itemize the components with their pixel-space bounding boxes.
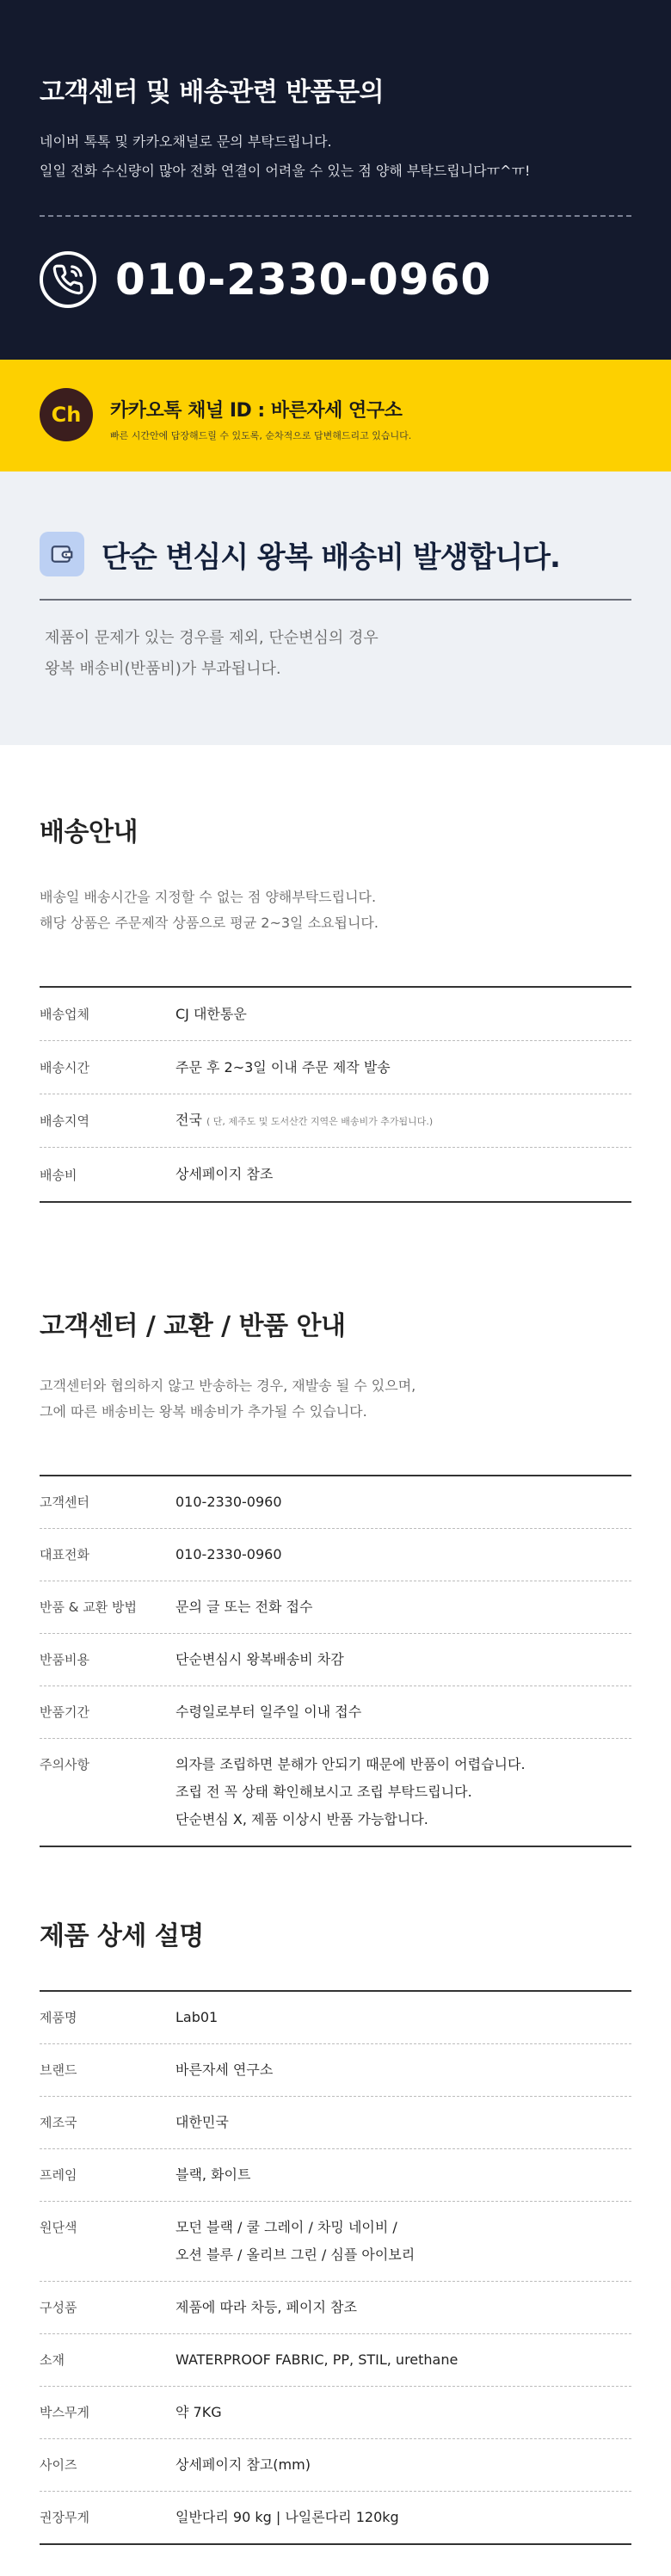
row-value <box>175 1646 344 1673</box>
table-row <box>40 1148 631 1201</box>
row-label: 브랜드 <box>40 2062 77 2078</box>
table-row <box>40 2149 631 2202</box>
row-value-line: 의자를 조립하면 분해가 안되기 때문에 반품이 어렵습니다. <box>175 1756 526 1772</box>
row-value: 주문 후 2~3일 이내 주문 제작 발송 <box>175 1058 391 1075</box>
row-label: 반품비용 <box>40 1652 89 1667</box>
dashed-divider <box>40 215 631 217</box>
product-table <box>40 1990 631 2545</box>
page-title: 고객센터 및 배송관련 반품문의 <box>40 77 385 108</box>
row-label: 주의사항 <box>40 1757 89 1772</box>
row-value <box>175 2294 357 2321</box>
row-value <box>175 1541 282 1568</box>
row-label: 배송시간 <box>40 1060 89 1075</box>
row-value <box>175 2004 218 2031</box>
row-value <box>175 2399 222 2426</box>
row-value: CJ 대한통운 <box>175 1005 247 1022</box>
header-description <box>40 127 530 186</box>
row-value <box>175 2504 399 2531</box>
kakao-channel-subtitle: 빠른 시간안에 답장해드릴 수 있도록, 순차적으로 답변해드리고 있습니다. <box>110 430 412 441</box>
row-label: 대표전화 <box>40 1547 89 1562</box>
returns-desc-line-2: 그에 따른 배송비는 왕복 배송비가 추가될 수 있습니다. <box>40 1403 367 1420</box>
row-value-line: 모던 블랙 / 쿨 그레이 / 차밍 네이비 / <box>175 2219 397 2235</box>
row-label: 원단색 <box>40 2220 77 2235</box>
row-value-line: 제품에 따라 차등, 페이지 참조 <box>175 2299 357 2315</box>
table-row <box>40 2202 631 2282</box>
row-label: 사이즈 <box>40 2457 77 2473</box>
row-value <box>175 2161 250 2189</box>
row-value-line: Lab01 <box>175 2009 219 2025</box>
table-row <box>40 1476 631 1529</box>
row-label: 반품기간 <box>40 1704 89 1720</box>
notice-description <box>45 623 379 685</box>
table-row <box>40 1992 631 2044</box>
row-label: 반품 & 교환 방법 <box>40 1599 137 1615</box>
row-value-line: 대한민국 <box>175 2114 229 2130</box>
row-value-line: 오션 블루 / 올리브 그린 / 심플 아이보리 <box>175 2246 416 2263</box>
table-row <box>40 1581 631 1634</box>
wallet-icon <box>40 532 84 576</box>
row-value <box>175 1106 433 1136</box>
table-row <box>40 1634 631 1686</box>
row-label: 제조국 <box>40 2115 77 2130</box>
row-label: 소재 <box>40 2352 65 2368</box>
returns-table <box>40 1475 631 1847</box>
shipping-desc-line-1: 배송일 배송시간을 지정할 수 없는 점 양해부탁드립니다. <box>40 889 377 905</box>
table-row <box>40 2044 631 2097</box>
notice-divider <box>40 599 631 601</box>
row-label: 배송업체 <box>40 1007 89 1022</box>
kakao-channel-logo: Ch <box>40 388 93 441</box>
shipping-desc-line-2: 해당 상품은 주문제작 상품으로 평균 2~3일 소요됩니다. <box>40 915 379 931</box>
row-value <box>175 2214 415 2269</box>
header-desc-line-1: 네이버 톡톡 및 카카오채널로 문의 부탁드립니다. <box>40 133 332 150</box>
row-value-line: 단순변심 X, 제품 이상시 반품 가능합니다. <box>175 1811 428 1827</box>
row-value-line: 블랙, 화이트 <box>175 2166 251 2183</box>
row-value <box>175 1751 526 1833</box>
row-value <box>175 2109 229 2136</box>
row-value-line: 010-2330-0960 <box>175 1546 282 1562</box>
row-label: 권장무게 <box>40 2510 89 2525</box>
phone-circle-icon <box>40 251 96 308</box>
row-value-line: 약 7KG <box>175 2404 222 2420</box>
table-row <box>40 1686 631 1739</box>
row-label: 고객센터 <box>40 1494 89 1510</box>
row-value-line: 일반다리 90 kg | 나일론다리 120kg <box>175 2509 399 2525</box>
table-row <box>40 2097 631 2149</box>
shipping-title: 배송안내 <box>40 817 138 847</box>
phone-block[interactable] <box>40 251 491 308</box>
shipping-table <box>40 986 631 1203</box>
row-label: 프레임 <box>40 2167 77 2183</box>
notice-desc-line-2: 왕복 배송비(반품비)가 부과됩니다. <box>45 660 281 678</box>
shipping-description <box>40 884 631 936</box>
customer-service-header <box>0 0 671 360</box>
table-row <box>40 2282 631 2334</box>
row-value-line: 010-2330-0960 <box>175 1494 282 1510</box>
row-value-line: 바른자세 연구소 <box>175 2061 274 2078</box>
header-desc-line-2: 일일 전화 수신량이 많아 전화 연결이 어려울 수 있는 점 양해 부탁드립니다ㅠ^ㅠ! <box>40 163 531 179</box>
row-value <box>175 2056 273 2084</box>
row-value-line: 단순변심시 왕복배송비 차감 <box>175 1651 344 1667</box>
kakao-channel-bar[interactable] <box>0 360 671 471</box>
row-value-main: 전국 <box>175 1111 202 1128</box>
row-value <box>175 2346 458 2374</box>
row-label: 배송비 <box>40 1167 77 1183</box>
row-value-line: 상세페이지 참고(mm) <box>175 2456 311 2473</box>
row-label: 제품명 <box>40 2010 77 2025</box>
table-row <box>40 2334 631 2387</box>
row-value: 상세페이지 참조 <box>175 1166 274 1182</box>
shipping-section <box>0 745 671 1203</box>
table-row <box>40 1094 631 1148</box>
notice-title: 단순 변심시 왕복 배송비 발생합니다. <box>102 540 560 575</box>
returns-description <box>40 1373 631 1425</box>
row-value-line: 수령일로부터 일주일 이내 접수 <box>175 1704 362 1720</box>
table-row <box>40 988 631 1041</box>
table-row <box>40 2387 631 2439</box>
table-row <box>40 2439 631 2492</box>
returns-section <box>0 1203 671 1847</box>
row-value-line: 문의 글 또는 전화 접수 <box>175 1599 313 1615</box>
returns-title: 고객센터 / 교환 / 반품 안내 <box>40 1311 346 1341</box>
row-label: 배송지역 <box>40 1113 89 1129</box>
row-value-line: 조립 전 꼭 상태 확인해보시고 조립 부탁드립니다. <box>175 1784 472 1800</box>
row-value <box>175 1488 282 1516</box>
return-fee-notice <box>0 471 671 745</box>
table-row <box>40 1529 631 1581</box>
row-value-line: WATERPROOF FABRIC, PP, STIL, urethane <box>175 2351 459 2368</box>
table-row <box>40 1739 631 1846</box>
table-row <box>40 2492 631 2543</box>
kakao-channel-title: 카카오톡 채널 ID : 바른자세 연구소 <box>110 400 403 422</box>
table-row <box>40 1041 631 1094</box>
product-title: 제품 상세 설명 <box>40 1921 204 1951</box>
phone-number[interactable]: 010-2330-0960 <box>115 255 492 305</box>
product-section <box>0 1847 671 2566</box>
row-value-note: ( 단, 제주도 및 도서산간 지역은 배송비가 추가됩니다.) <box>206 1115 434 1127</box>
notice-desc-line-1: 제품이 문제가 있는 경우를 제외, 단순변심의 경우 <box>45 629 379 647</box>
row-value <box>175 1698 361 1726</box>
row-value <box>175 2451 311 2479</box>
returns-desc-line-1: 고객센터와 협의하지 않고 반송하는 경우, 재발송 될 수 있으며, <box>40 1377 416 1394</box>
row-label: 구성품 <box>40 2300 77 2315</box>
row-value <box>175 1593 312 1621</box>
row-label: 박스무게 <box>40 2405 89 2420</box>
